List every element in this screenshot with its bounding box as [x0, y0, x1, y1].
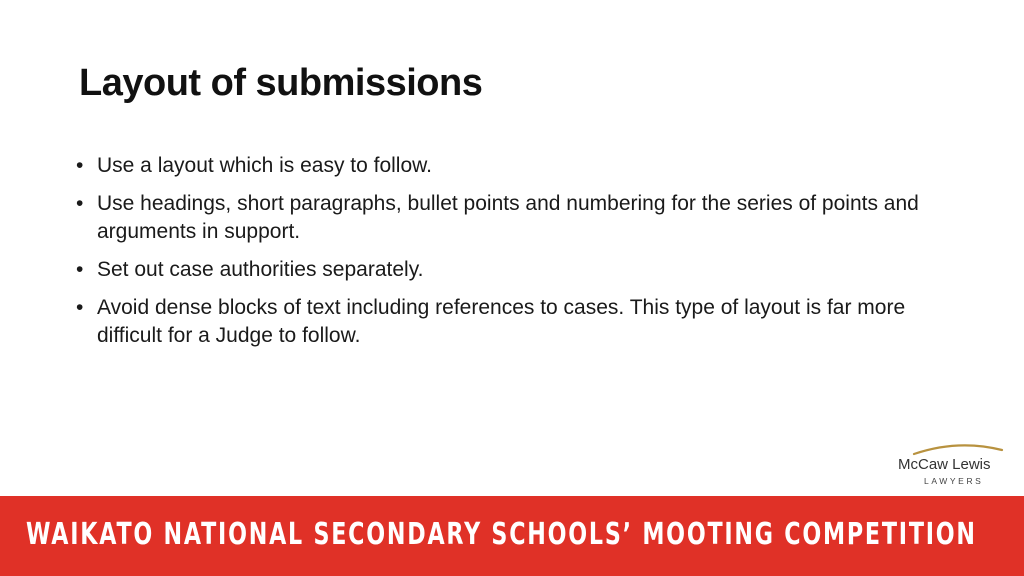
bullet-item	[76, 190, 956, 246]
footer-title: WAIKATO NATIONAL SECONDARY SCHOOLS’ MOOTING COMPETITION	[26, 517, 977, 552]
bullet-icon: •	[76, 296, 84, 319]
bullet-text: Use headings, short paragraphs, bullet points and numbering for the series of points and arguments in support.	[97, 192, 919, 243]
bullet-item	[76, 294, 956, 350]
bullet-text: Use a layout which is easy to follow.	[97, 154, 432, 177]
bullet-icon: •	[76, 154, 84, 177]
logo-subtitle: LAWYERS	[924, 476, 984, 486]
bullet-item	[76, 256, 956, 284]
logo-name: McCaw Lewis	[898, 456, 991, 473]
bullet-list	[76, 152, 956, 360]
bullet-item	[76, 152, 956, 180]
slide-title: Layout of submissions	[79, 62, 483, 104]
mccaw-lewis-logo	[896, 441, 1014, 489]
bullet-icon: •	[76, 258, 84, 281]
bullet-text: Avoid dense blocks of text including references to cases. This type of layout is far more difficult for a Judge to follow.	[97, 296, 906, 347]
bullet-icon: •	[76, 192, 84, 215]
footer-banner	[0, 496, 1024, 576]
bullet-text: Set out case authorities separately.	[97, 258, 424, 281]
